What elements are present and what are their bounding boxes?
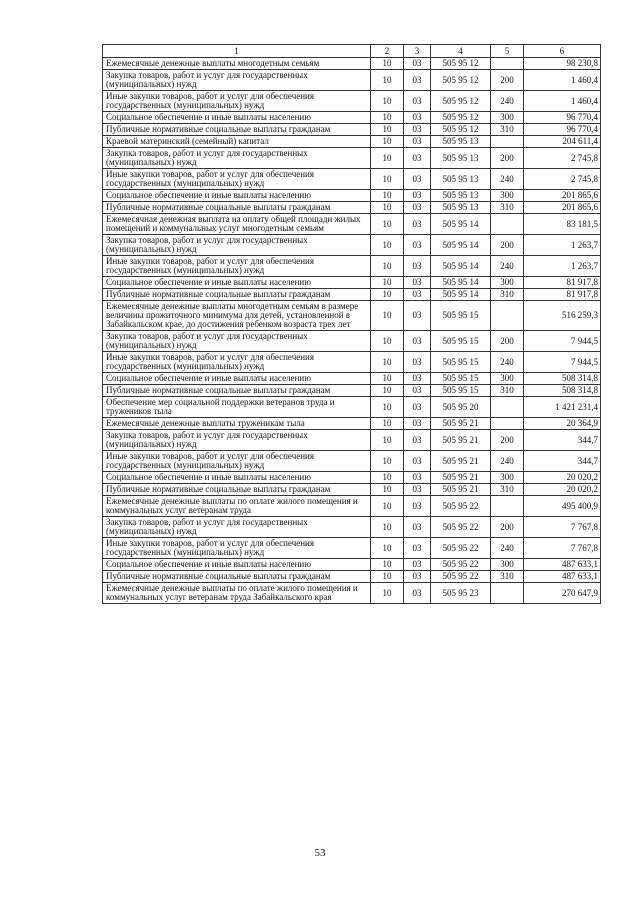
row-expense-type: 300 <box>491 112 524 124</box>
row-expense-type <box>491 136 524 148</box>
row-target-article: 505 95 13 <box>431 202 491 214</box>
row-amount: 1 460,4 <box>524 70 601 91</box>
row-name: Иные закупки товаров, работ и услуг для обеспечения государственных (муниципальных) нужд <box>103 451 371 472</box>
row-name: Публичные нормативные социальные выплаты гражданам <box>103 571 371 583</box>
row-amount: 20 364,9 <box>524 418 601 430</box>
row-name: Иные закупки товаров, работ и услуг для обеспечения государственных (муниципальных) нужд <box>103 256 371 277</box>
row-expense-type: 200 <box>491 517 524 538</box>
row-name: Публичные нормативные социальные выплаты гражданам <box>103 484 371 496</box>
row-amount: 20 020,2 <box>524 484 601 496</box>
row-expense-type: 200 <box>491 331 524 352</box>
row-subsection: 03 <box>404 583 431 604</box>
row-subsection: 03 <box>404 202 431 214</box>
row-section: 10 <box>371 289 404 301</box>
row-target-article: 505 95 13 <box>431 190 491 202</box>
row-name: Закупка товаров, работ и услуг для государственных (муниципальных) нужд <box>103 70 371 91</box>
row-section: 10 <box>371 202 404 214</box>
row-target-article: 505 95 21 <box>431 484 491 496</box>
row-target-article: 505 95 14 <box>431 214 491 235</box>
row-section: 10 <box>371 496 404 517</box>
row-expense-type: 300 <box>491 190 524 202</box>
row-amount: 270 647,9 <box>524 583 601 604</box>
row-section: 10 <box>371 418 404 430</box>
row-subsection: 03 <box>404 169 431 190</box>
row-expense-type: 300 <box>491 472 524 484</box>
row-name: Закупка товаров, работ и услуг для государственных (муниципальных) нужд <box>103 235 371 256</box>
row-target-article: 505 95 15 <box>431 331 491 352</box>
row-section: 10 <box>371 538 404 559</box>
row-section: 10 <box>371 169 404 190</box>
row-target-article: 505 95 12 <box>431 91 491 112</box>
row-name: Обеспечение мер социальной поддержки ветеранов труда и тружеников тыла <box>103 397 371 418</box>
table-row <box>103 496 601 517</box>
row-amount: 1 460,4 <box>524 91 601 112</box>
row-name: Публичные нормативные социальные выплаты гражданам <box>103 124 371 136</box>
row-amount: 98 230,8 <box>524 58 601 70</box>
row-expense-type: 310 <box>491 484 524 496</box>
table-row <box>103 583 601 604</box>
row-subsection: 03 <box>404 91 431 112</box>
row-name: Публичные нормативные социальные выплаты гражданам <box>103 289 371 301</box>
table-row <box>103 559 601 571</box>
row-section: 10 <box>371 397 404 418</box>
row-amount: 83 181,5 <box>524 214 601 235</box>
table-row <box>103 538 601 559</box>
row-expense-type: 310 <box>491 124 524 136</box>
row-name: Публичные нормативные социальные выплаты гражданам <box>103 385 371 397</box>
table-row <box>103 169 601 190</box>
table-row <box>103 418 601 430</box>
table-row <box>103 277 601 289</box>
row-target-article: 505 95 13 <box>431 148 491 169</box>
row-subsection: 03 <box>404 235 431 256</box>
row-target-article: 505 95 20 <box>431 397 491 418</box>
row-amount: 1 263,7 <box>524 235 601 256</box>
row-expense-type <box>491 397 524 418</box>
row-expense-type: 240 <box>491 169 524 190</box>
budget-table <box>102 44 601 604</box>
row-expense-type: 200 <box>491 430 524 451</box>
table-row <box>103 91 601 112</box>
row-target-article: 505 95 15 <box>431 373 491 385</box>
row-target-article: 505 95 12 <box>431 58 491 70</box>
table-row <box>103 70 601 91</box>
row-subsection: 03 <box>404 484 431 496</box>
row-section: 10 <box>371 190 404 202</box>
table-row <box>103 397 601 418</box>
row-name: Ежемесячные денежные выплаты по оплате жилого помещения и коммунальных услуг ветеранам труда Забайкальского края <box>103 583 371 604</box>
row-target-article: 505 95 15 <box>431 352 491 373</box>
row-subsection: 03 <box>404 571 431 583</box>
row-expense-type <box>491 418 524 430</box>
table-row <box>103 301 601 331</box>
row-target-article: 505 95 14 <box>431 235 491 256</box>
header-cell-2: 2 <box>371 45 404 58</box>
row-subsection: 03 <box>404 289 431 301</box>
row-target-article: 505 95 22 <box>431 571 491 583</box>
row-subsection: 03 <box>404 58 431 70</box>
row-target-article: 505 95 14 <box>431 277 491 289</box>
row-target-article: 505 95 21 <box>431 418 491 430</box>
page-number: 53 <box>314 847 326 859</box>
row-section: 10 <box>371 58 404 70</box>
row-subsection: 03 <box>404 418 431 430</box>
row-section: 10 <box>371 235 404 256</box>
row-subsection: 03 <box>404 256 431 277</box>
row-section: 10 <box>371 559 404 571</box>
row-amount: 344,7 <box>524 451 601 472</box>
row-name: Закупка товаров, работ и услуг для государственных (муниципальных) нужд <box>103 331 371 352</box>
row-section: 10 <box>371 451 404 472</box>
table-row <box>103 58 601 70</box>
row-section: 10 <box>371 112 404 124</box>
row-expense-type <box>491 58 524 70</box>
row-section: 10 <box>371 91 404 112</box>
row-name: Закупка товаров, работ и услуг для государственных (муниципальных) нужд <box>103 430 371 451</box>
row-amount: 204 611,4 <box>524 136 601 148</box>
row-section: 10 <box>371 583 404 604</box>
table-row <box>103 484 601 496</box>
row-name: Социальное обеспечение и иные выплаты населению <box>103 373 371 385</box>
row-target-article: 505 95 22 <box>431 538 491 559</box>
table-row <box>103 430 601 451</box>
row-amount: 7 944,5 <box>524 352 601 373</box>
row-subsection: 03 <box>404 430 431 451</box>
row-amount: 7 767,8 <box>524 538 601 559</box>
row-section: 10 <box>371 385 404 397</box>
table-row <box>103 472 601 484</box>
row-name: Закупка товаров, работ и услуг для государственных (муниципальных) нужд <box>103 517 371 538</box>
table-row <box>103 451 601 472</box>
table-row <box>103 289 601 301</box>
row-subsection: 03 <box>404 472 431 484</box>
row-subsection: 03 <box>404 331 431 352</box>
row-name: Социальное обеспечение и иные выплаты населению <box>103 559 371 571</box>
row-target-article: 505 95 23 <box>431 583 491 604</box>
header-cell-6: 6 <box>524 45 601 58</box>
row-section: 10 <box>371 301 404 331</box>
row-section: 10 <box>371 214 404 235</box>
row-subsection: 03 <box>404 517 431 538</box>
row-name: Ежемесячные денежные выплаты многодетным семьям <box>103 58 371 70</box>
row-name: Иные закупки товаров, работ и услуг для обеспечения государственных (муниципальных) нужд <box>103 169 371 190</box>
row-amount: 508 314,8 <box>524 385 601 397</box>
row-subsection: 03 <box>404 70 431 91</box>
row-amount: 487 633,1 <box>524 571 601 583</box>
row-target-article: 505 95 13 <box>431 169 491 190</box>
row-expense-type <box>491 214 524 235</box>
row-subsection: 03 <box>404 373 431 385</box>
row-expense-type: 310 <box>491 289 524 301</box>
row-amount: 201 865,6 <box>524 190 601 202</box>
row-subsection: 03 <box>404 538 431 559</box>
table-row <box>103 385 601 397</box>
row-amount: 7 944,5 <box>524 331 601 352</box>
row-target-article: 505 95 21 <box>431 430 491 451</box>
row-expense-type: 200 <box>491 235 524 256</box>
row-amount: 7 767,8 <box>524 517 601 538</box>
row-expense-type: 300 <box>491 559 524 571</box>
row-name: Закупка товаров, работ и услуг для государственных (муниципальных) нужд <box>103 148 371 169</box>
table-row <box>103 202 601 214</box>
row-name: Ежемесячные денежные выплаты многодетным семьям в размере величины прожиточного минимума для детей, установленной в Забайкальском крае, до достижения ребенком возраста трех лет <box>103 301 371 331</box>
table-header-row <box>103 45 601 58</box>
row-name: Социальное обеспечение и иные выплаты населению <box>103 277 371 289</box>
row-expense-type: 240 <box>491 352 524 373</box>
row-amount: 508 314,8 <box>524 373 601 385</box>
row-section: 10 <box>371 331 404 352</box>
table-row <box>103 190 601 202</box>
row-name: Социальное обеспечение и иные выплаты населению <box>103 190 371 202</box>
row-section: 10 <box>371 136 404 148</box>
row-expense-type <box>491 301 524 331</box>
row-expense-type: 200 <box>491 148 524 169</box>
row-amount: 201 865,6 <box>524 202 601 214</box>
row-name: Социальное обеспечение и иные выплаты населению <box>103 112 371 124</box>
row-target-article: 505 95 14 <box>431 289 491 301</box>
table-row <box>103 235 601 256</box>
row-section: 10 <box>371 352 404 373</box>
row-subsection: 03 <box>404 301 431 331</box>
row-expense-type <box>491 496 524 517</box>
row-target-article: 505 95 12 <box>431 70 491 91</box>
table-row <box>103 352 601 373</box>
row-target-article: 505 95 21 <box>431 451 491 472</box>
row-subsection: 03 <box>404 136 431 148</box>
row-subsection: 03 <box>404 352 431 373</box>
table-row <box>103 373 601 385</box>
row-amount: 487 633,1 <box>524 559 601 571</box>
row-amount: 96 770,4 <box>524 124 601 136</box>
row-amount: 516 259,3 <box>524 301 601 331</box>
row-expense-type: 300 <box>491 373 524 385</box>
row-subsection: 03 <box>404 397 431 418</box>
row-section: 10 <box>371 70 404 91</box>
row-section: 10 <box>371 124 404 136</box>
row-section: 10 <box>371 571 404 583</box>
row-expense-type: 240 <box>491 538 524 559</box>
row-expense-type: 240 <box>491 91 524 112</box>
row-target-article: 505 95 14 <box>431 256 491 277</box>
row-subsection: 03 <box>404 148 431 169</box>
row-amount: 495 400,9 <box>524 496 601 517</box>
row-target-article: 505 95 12 <box>431 112 491 124</box>
header-cell-3: 3 <box>404 45 431 58</box>
row-target-article: 505 95 22 <box>431 496 491 517</box>
table-row <box>103 214 601 235</box>
row-target-article: 505 95 21 <box>431 472 491 484</box>
row-amount: 344,7 <box>524 430 601 451</box>
row-section: 10 <box>371 484 404 496</box>
row-name: Иные закупки товаров, работ и услуг для обеспечения государственных (муниципальных) нужд <box>103 91 371 112</box>
table-row <box>103 571 601 583</box>
row-target-article: 505 95 15 <box>431 301 491 331</box>
row-amount: 1 263,7 <box>524 256 601 277</box>
row-subsection: 03 <box>404 277 431 289</box>
row-amount: 2 745,8 <box>524 148 601 169</box>
row-name: Социальное обеспечение и иные выплаты населению <box>103 472 371 484</box>
row-expense-type: 300 <box>491 277 524 289</box>
row-section: 10 <box>371 148 404 169</box>
table-row <box>103 112 601 124</box>
row-expense-type: 240 <box>491 256 524 277</box>
row-expense-type <box>491 583 524 604</box>
row-name: Краевой материнский (семейный) капитал <box>103 136 371 148</box>
row-subsection: 03 <box>404 559 431 571</box>
row-amount: 81 917,8 <box>524 277 601 289</box>
table-row <box>103 331 601 352</box>
table-row <box>103 148 601 169</box>
row-subsection: 03 <box>404 214 431 235</box>
row-expense-type: 240 <box>491 451 524 472</box>
row-target-article: 505 95 12 <box>431 124 491 136</box>
row-amount: 2 745,8 <box>524 169 601 190</box>
row-subsection: 03 <box>404 385 431 397</box>
table-row <box>103 517 601 538</box>
row-target-article: 505 95 22 <box>431 559 491 571</box>
row-section: 10 <box>371 373 404 385</box>
header-cell-5: 5 <box>491 45 524 58</box>
row-name: Ежемесячные денежные выплаты по оплате жилого помещения и коммунальных услуг ветеранам труда <box>103 496 371 517</box>
table-body <box>103 58 601 604</box>
row-amount: 20 020,2 <box>524 472 601 484</box>
table-row <box>103 124 601 136</box>
row-section: 10 <box>371 430 404 451</box>
row-name: Публичные нормативные социальные выплаты гражданам <box>103 202 371 214</box>
row-target-article: 505 95 15 <box>431 385 491 397</box>
row-section: 10 <box>371 277 404 289</box>
row-amount: 1 421 231,4 <box>524 397 601 418</box>
row-name: Ежемесячная денежная выплата на оплату общей площади жилых помещений и коммунальных услуг многодетным семьям <box>103 214 371 235</box>
table-row <box>103 136 601 148</box>
row-expense-type: 310 <box>491 385 524 397</box>
row-subsection: 03 <box>404 124 431 136</box>
header-cell-1: 1 <box>103 45 371 58</box>
row-section: 10 <box>371 256 404 277</box>
row-subsection: 03 <box>404 190 431 202</box>
row-target-article: 505 95 13 <box>431 136 491 148</box>
row-subsection: 03 <box>404 112 431 124</box>
header-cell-4: 4 <box>431 45 491 58</box>
row-expense-type: 310 <box>491 202 524 214</box>
row-section: 10 <box>371 472 404 484</box>
row-section: 10 <box>371 517 404 538</box>
row-name: Иные закупки товаров, работ и услуг для обеспечения государственных (муниципальных) нужд <box>103 352 371 373</box>
row-subsection: 03 <box>404 496 431 517</box>
row-name: Ежемесячные денежные выплаты труженикам тыла <box>103 418 371 430</box>
row-expense-type: 200 <box>491 70 524 91</box>
row-subsection: 03 <box>404 451 431 472</box>
row-target-article: 505 95 22 <box>431 517 491 538</box>
row-name: Иные закупки товаров, работ и услуг для обеспечения государственных (муниципальных) нужд <box>103 538 371 559</box>
table-row <box>103 256 601 277</box>
row-amount: 81 917,8 <box>524 289 601 301</box>
row-amount: 96 770,4 <box>524 112 601 124</box>
row-expense-type: 310 <box>491 571 524 583</box>
